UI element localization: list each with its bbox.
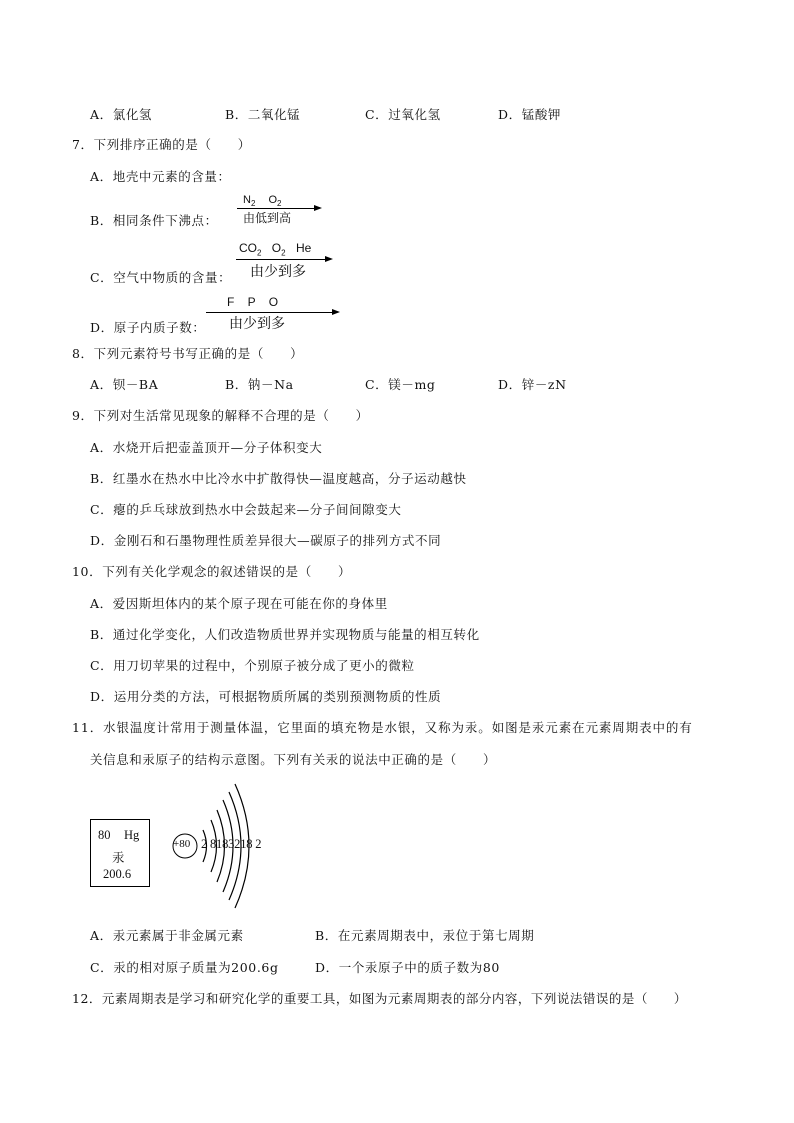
q11-stem-line2: 关信息和汞原子的结构示意图。下列有关汞的说法中正确的是（ ） [90,752,497,767]
q9-option-d: D．金刚石和石墨物理性质差异很大—碳原子的排列方式不同 [90,533,442,548]
q7-b-arrow-head [314,205,322,211]
q9-option-b: B．红墨水在热水中比冷水中扩散得快—温度越高，分子运动越快 [90,471,467,486]
q9-stem: 9．下列对生活常见现象的解释不合理的是（ ） [72,408,369,423]
q6-option-b: B．二氧化锰 [225,107,301,122]
mercury-element-card [90,819,150,887]
q7-d-arrow-head [332,309,340,315]
q8-option-d: D．锌－zN [498,377,567,392]
atomic-number: 80 [98,828,111,842]
q11-option-a: A．汞元素属于非金属元素 [90,928,244,943]
q7-b-arrow-caption: 由低到高 [243,211,292,225]
q6-option-d: D．锰酸钾 [498,107,562,122]
q8-stem: 8．下列元素符号书写正确的是（ ） [72,346,304,361]
electron-counts: 2 8183218 2 [201,837,262,851]
q7-stem: 7．下列排序正确的是（ ） [72,137,251,152]
q11-stem-line1: 11．水银温度计常用于测量体温，它里面的填充物是水银，又称为汞。如图是汞元素在元素周期表中的有 [72,720,693,735]
element-symbol: Hg [124,828,140,842]
q10-option-c: C．用刀切苹果的过程中，个别原子被分成了更小的微粒 [90,658,415,673]
q10-option-b: B．通过化学变化，人们改造物质世界并实现物质与能量的相互转化 [90,627,480,642]
q10-option-a: A．爱因斯坦体内的某个原子现在可能在你的身体里 [90,596,388,611]
q7-c-arrow-head [325,256,333,262]
q7-c-arrow-line [236,259,326,260]
q6-option-a: A．氯化氢 [90,107,153,122]
q7-c-arrow-caption: 由少到多 [250,263,306,279]
element-name: 汞 [112,851,125,865]
q12-stem: 12．元素周期表是学习和研究化学的重要工具，如图为元素周期表的部分内容，下列说法错误的是（ ） [72,991,687,1006]
q7-option-b-label: B．相同条件下沸点： [90,213,218,228]
q9-option-a: A．水烧开后把壶盖顶开—分子体积变大 [90,440,323,455]
q7-d-arrow-caption: 由少到多 [229,315,285,331]
q10-option-d: D．运用分类的方法，可根据物质所属的类别预测物质的性质 [90,689,442,704]
q7-b-formula-top: $N_2$ $O_2$ [243,194,282,209]
q11-option-d: D．一个汞原子中的质子数为80 [315,960,500,975]
q9-option-c: C．瘪的乒乓球放到热水中会鼓起来—分子间间隙变大 [90,502,402,517]
q8-option-b: B．钠－Na [225,377,294,392]
q8-option-a: A．钡－BA [90,377,159,392]
q7-c-formula-top: $CO_2$ $O_2$ He [239,241,312,258]
q10-stem: 10．下列有关化学观念的叙述错误的是（ ） [72,564,352,579]
q7-d-formula-top: F P O [227,295,279,309]
q7-option-c-label: C．空气中物质的含量： [90,270,232,285]
q7-option-a: A．地壳中元素的含量： [90,169,231,184]
q8-option-c: C．镁－mg [365,377,436,392]
q11-option-c: C．汞的相对原子质量为200.6g [90,960,279,975]
q11-option-b: B．在元素周期表中，汞位于第七周期 [315,928,535,943]
q7-option-d-label: D．原子内质子数： [90,320,206,335]
nucleus-charge: +80 [173,838,191,850]
q6-option-c: C．过氧化氢 [365,107,441,122]
atomic-mass: 200.6 [103,867,132,881]
